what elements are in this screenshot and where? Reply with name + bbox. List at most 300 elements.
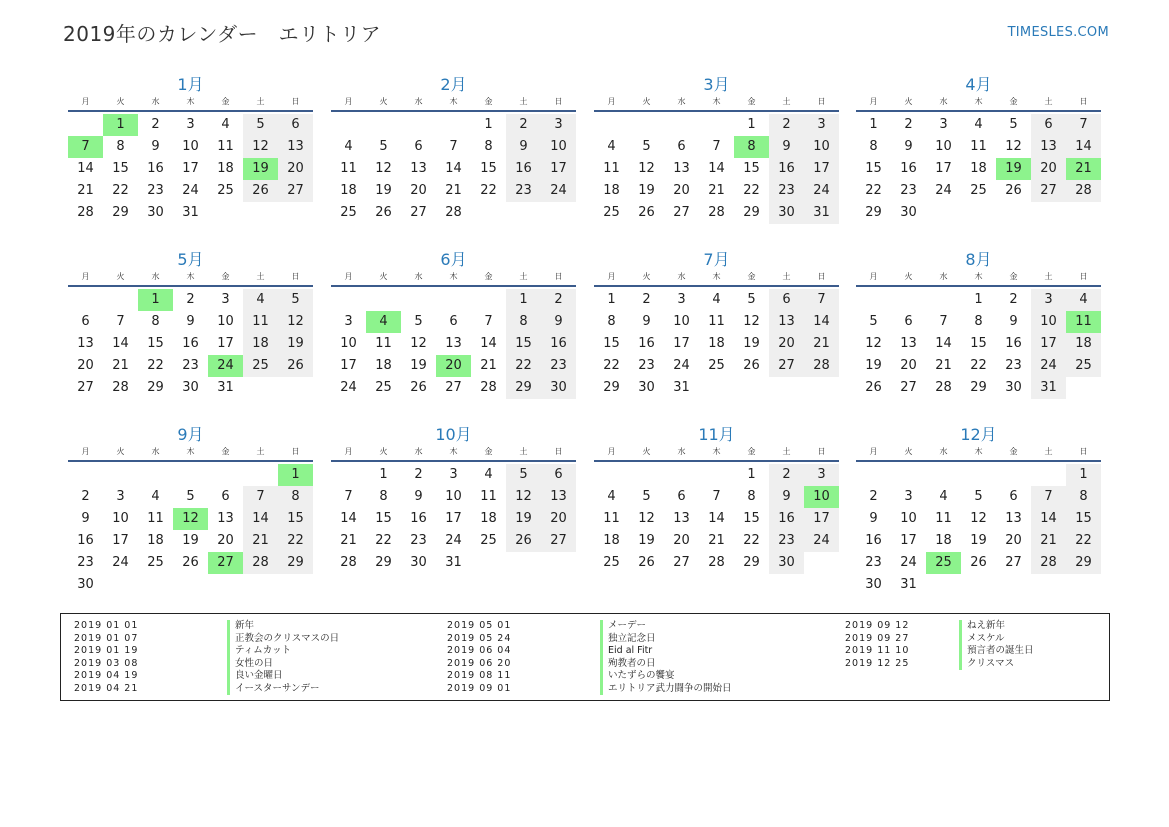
day-cell: 18 xyxy=(217,161,234,176)
holiday-name: メスケル xyxy=(959,633,1005,646)
days-grid xyxy=(68,289,313,399)
holiday-date: 2019 06 04 xyxy=(447,645,512,656)
weekday-label: 火 xyxy=(904,272,913,281)
day-cell: 2 xyxy=(769,464,804,486)
holiday-name: メーデー xyxy=(600,620,646,633)
day-cell: 29 xyxy=(112,205,129,220)
day-cell: 21 xyxy=(243,530,278,552)
day-cell: 21 xyxy=(935,358,952,373)
holiday-day-cell: 1 xyxy=(138,289,173,311)
day-cell: 12 xyxy=(1005,139,1022,154)
day-cell: 18 xyxy=(375,358,392,373)
day-cell: 10 xyxy=(673,314,690,329)
day-cell: 9 xyxy=(904,139,913,154)
day-cell: 30 xyxy=(147,205,164,220)
weekday-header xyxy=(68,96,313,112)
month-8 xyxy=(856,249,1101,399)
day-cell: 18 xyxy=(480,511,497,526)
month-name: 9月 xyxy=(177,425,204,444)
weekday-label: 火 xyxy=(642,97,651,106)
weekday-header xyxy=(331,96,576,112)
day-cell: 18 xyxy=(970,161,987,176)
day-cell: 27 xyxy=(1005,555,1022,570)
weekday-label: 水 xyxy=(677,97,686,106)
day-cell: 15 xyxy=(603,336,620,351)
day-cell: 19 xyxy=(506,508,541,530)
day-cell: 14 xyxy=(935,336,952,351)
weekday-label: 土 xyxy=(782,447,791,456)
weekday-label: 土 xyxy=(782,97,791,106)
holiday-entry xyxy=(61,633,1109,646)
day-cell: 24 xyxy=(935,183,952,198)
weekday-label: 火 xyxy=(379,97,388,106)
day-cell: 28 xyxy=(1066,180,1101,202)
day-cell: 27 xyxy=(673,205,690,220)
weekday-label: 金 xyxy=(1009,272,1018,281)
day-cell: 15 xyxy=(743,511,760,526)
weekday-label: 水 xyxy=(939,447,948,456)
day-cell: 1 xyxy=(974,292,983,307)
weekday-header xyxy=(594,271,839,287)
day-cell: 16 xyxy=(147,161,164,176)
day-cell: 20 xyxy=(673,183,690,198)
day-cell: 5 xyxy=(869,314,878,329)
holiday-entry xyxy=(61,658,1109,671)
empty-day-cell xyxy=(436,289,471,311)
day-cell: 24 xyxy=(804,180,839,202)
weekday-header xyxy=(856,96,1101,112)
holiday-date: 2019 05 24 xyxy=(447,632,512,644)
day-cell: 18 xyxy=(147,533,164,548)
day-cell: 14 xyxy=(445,161,462,176)
holiday-entry xyxy=(61,645,1109,658)
day-cell: 10 xyxy=(182,139,199,154)
day-cell: 9 xyxy=(769,136,804,158)
month-name: 11月 xyxy=(698,425,735,444)
day-cell: 26 xyxy=(970,555,987,570)
day-cell: 19 xyxy=(182,533,199,548)
holiday-date: 2019 09 27 xyxy=(845,632,910,644)
holiday-name: 新年 xyxy=(227,620,254,633)
day-cell: 16 xyxy=(506,158,541,180)
day-cell: 7 xyxy=(484,314,493,329)
weekday-label: 金 xyxy=(747,447,756,456)
weekday-label: 日 xyxy=(1079,97,1088,106)
days-grid xyxy=(856,289,1101,399)
holiday-day-cell: 1 xyxy=(278,464,313,486)
day-cell: 11 xyxy=(708,314,725,329)
day-cell: 30 xyxy=(410,555,427,570)
weekday-label: 木 xyxy=(449,272,458,281)
day-cell: 8 xyxy=(116,139,125,154)
day-cell: 23 xyxy=(410,533,427,548)
empty-day-cell xyxy=(926,464,961,486)
day-cell: 23 xyxy=(900,183,917,198)
day-cell: 1 xyxy=(747,467,756,482)
day-cell: 19 xyxy=(638,533,655,548)
day-cell: 8 xyxy=(747,489,756,504)
day-cell: 19 xyxy=(743,336,760,351)
empty-day-cell xyxy=(1031,464,1066,486)
day-cell: 9 xyxy=(541,311,576,333)
day-cell: 30 xyxy=(865,577,882,592)
day-cell: 5 xyxy=(974,489,983,504)
day-cell: 3 xyxy=(116,489,125,504)
holiday-name: 殉教者の日 xyxy=(600,658,656,671)
day-cell: 26 xyxy=(638,205,655,220)
day-cell: 7 xyxy=(939,314,948,329)
day-cell: 1 xyxy=(747,117,756,132)
day-cell: 28 xyxy=(243,552,278,574)
day-cell: 30 xyxy=(769,552,804,574)
day-cell: 7 xyxy=(243,486,278,508)
weekday-label: 日 xyxy=(817,97,826,106)
month-10 xyxy=(331,424,576,574)
day-cell: 17 xyxy=(445,511,462,526)
day-cell: 1 xyxy=(869,117,878,132)
month-name: 4月 xyxy=(965,75,992,94)
day-cell: 13 xyxy=(673,161,690,176)
day-cell: 27 xyxy=(410,205,427,220)
day-cell: 12 xyxy=(638,511,655,526)
day-cell: 27 xyxy=(769,355,804,377)
day-cell: 4 xyxy=(151,489,160,504)
day-cell: 6 xyxy=(769,289,804,311)
day-cell: 5 xyxy=(506,464,541,486)
day-cell: 20 xyxy=(541,508,576,530)
holiday-date: 2019 08 11 xyxy=(447,670,512,681)
day-cell: 10 xyxy=(445,489,462,504)
day-cell: 26 xyxy=(410,380,427,395)
empty-day-cell xyxy=(331,114,366,136)
day-cell: 14 xyxy=(480,336,497,351)
day-cell: 13 xyxy=(1031,136,1066,158)
day-cell: 15 xyxy=(375,511,392,526)
weekday-label: 日 xyxy=(554,272,563,281)
days-grid xyxy=(594,114,839,224)
weekday-label: 水 xyxy=(151,97,160,106)
day-cell: 21 xyxy=(804,333,839,355)
day-cell: 2 xyxy=(186,292,195,307)
day-cell: 16 xyxy=(182,336,199,351)
empty-day-cell xyxy=(331,289,366,311)
holiday-day-cell: 12 xyxy=(173,508,208,530)
holiday-date: 2019 12 25 xyxy=(845,657,910,669)
day-cell: 22 xyxy=(1066,530,1101,552)
day-cell: 8 xyxy=(151,314,160,329)
weekday-label: 木 xyxy=(449,447,458,456)
holiday-day-cell: 10 xyxy=(804,486,839,508)
day-cell: 21 xyxy=(480,358,497,373)
weekday-label: 金 xyxy=(1009,97,1018,106)
empty-day-cell xyxy=(366,289,401,311)
day-cell: 14 xyxy=(112,336,129,351)
weekday-label: 月 xyxy=(344,272,353,281)
holiday-name: 女性の日 xyxy=(227,658,273,671)
weekday-label: 水 xyxy=(414,97,423,106)
empty-day-cell xyxy=(471,289,506,311)
day-cell: 29 xyxy=(970,380,987,395)
day-cell: 11 xyxy=(480,489,497,504)
day-cell: 12 xyxy=(865,336,882,351)
day-cell: 15 xyxy=(278,508,313,530)
holiday-day-cell: 1 xyxy=(103,114,138,136)
days-grid xyxy=(68,464,313,596)
day-cell: 15 xyxy=(970,336,987,351)
day-cell: 8 xyxy=(379,489,388,504)
holiday-day-cell: 8 xyxy=(734,136,769,158)
day-cell: 28 xyxy=(480,380,497,395)
day-cell: 2 xyxy=(506,114,541,136)
day-cell: 20 xyxy=(278,158,313,180)
day-cell: 22 xyxy=(743,183,760,198)
day-cell: 26 xyxy=(278,355,313,377)
weekday-label: 日 xyxy=(554,447,563,456)
day-cell: 30 xyxy=(77,577,94,592)
day-cell: 2 xyxy=(1009,292,1018,307)
day-cell: 4 xyxy=(607,489,616,504)
day-cell: 25 xyxy=(243,355,278,377)
holiday-date: 2019 01 01 xyxy=(74,620,139,631)
holiday-entry xyxy=(61,683,1109,696)
day-cell: 20 xyxy=(769,333,804,355)
day-cell: 28 xyxy=(112,380,129,395)
day-cell: 10 xyxy=(340,336,357,351)
day-cell: 25 xyxy=(603,555,620,570)
days-grid xyxy=(594,289,839,399)
holiday-day-cell: 7 xyxy=(68,136,103,158)
weekday-label: 火 xyxy=(904,97,913,106)
day-cell: 19 xyxy=(865,358,882,373)
month-12 xyxy=(856,424,1101,596)
day-cell: 27 xyxy=(673,555,690,570)
day-cell: 12 xyxy=(638,161,655,176)
day-cell: 23 xyxy=(769,180,804,202)
weekday-label: 日 xyxy=(817,272,826,281)
day-cell: 7 xyxy=(712,139,721,154)
day-cell: 13 xyxy=(900,336,917,351)
days-grid xyxy=(856,114,1101,224)
holiday-date: 2019 04 21 xyxy=(74,682,139,694)
day-cell: 11 xyxy=(603,161,620,176)
empty-day-cell xyxy=(699,464,734,486)
day-cell: 12 xyxy=(506,486,541,508)
holiday-name: 正教会のクリスマスの日 xyxy=(227,633,339,646)
empty-day-cell xyxy=(68,464,103,486)
day-cell: 8 xyxy=(974,314,983,329)
day-cell: 5 xyxy=(278,289,313,311)
day-cell: 20 xyxy=(77,358,94,373)
day-cell: 23 xyxy=(506,180,541,202)
day-cell: 22 xyxy=(480,183,497,198)
day-cell: 23 xyxy=(147,183,164,198)
day-cell: 18 xyxy=(1066,333,1101,355)
day-cell: 17 xyxy=(804,508,839,530)
empty-day-cell xyxy=(856,464,891,486)
holiday-entry xyxy=(61,620,1109,633)
weekday-label: 水 xyxy=(151,272,160,281)
holiday-day-cell: 11 xyxy=(1066,311,1101,333)
empty-day-cell xyxy=(68,289,103,311)
day-cell: 17 xyxy=(935,161,952,176)
weekday-label: 火 xyxy=(116,272,125,281)
day-cell: 12 xyxy=(375,161,392,176)
day-cell: 12 xyxy=(970,511,987,526)
empty-day-cell xyxy=(699,114,734,136)
day-cell: 28 xyxy=(708,205,725,220)
holiday-name: ねえ新年 xyxy=(959,620,1005,633)
empty-day-cell xyxy=(243,464,278,486)
day-cell: 22 xyxy=(278,530,313,552)
day-cell: 4 xyxy=(344,139,353,154)
weekday-label: 火 xyxy=(116,97,125,106)
day-cell: 2 xyxy=(869,489,878,504)
day-cell: 28 xyxy=(77,205,94,220)
day-cell: 26 xyxy=(1005,183,1022,198)
day-cell: 22 xyxy=(147,358,164,373)
day-cell: 17 xyxy=(673,336,690,351)
day-cell: 29 xyxy=(743,555,760,570)
day-cell: 20 xyxy=(1005,533,1022,548)
month-name: 12月 xyxy=(960,425,997,444)
day-cell: 9 xyxy=(1009,314,1018,329)
holiday-date: 2019 04 19 xyxy=(74,670,139,681)
day-cell: 21 xyxy=(340,533,357,548)
weekday-label: 水 xyxy=(151,447,160,456)
day-cell: 23 xyxy=(769,530,804,552)
day-cell: 3 xyxy=(221,292,230,307)
weekday-label: 木 xyxy=(186,97,195,106)
day-cell: 19 xyxy=(278,333,313,355)
day-cell: 25 xyxy=(147,555,164,570)
day-cell: 23 xyxy=(541,355,576,377)
day-cell: 17 xyxy=(217,336,234,351)
day-cell: 1 xyxy=(1066,464,1101,486)
day-cell: 11 xyxy=(935,511,952,526)
day-cell: 11 xyxy=(217,139,234,154)
day-cell: 3 xyxy=(804,114,839,136)
month-7 xyxy=(594,249,839,399)
weekday-header xyxy=(68,271,313,287)
day-cell: 10 xyxy=(804,136,839,158)
weekday-label: 水 xyxy=(677,272,686,281)
day-cell: 30 xyxy=(900,205,917,220)
weekday-label: 月 xyxy=(607,97,616,106)
month-name: 8月 xyxy=(965,250,992,269)
day-cell: 2 xyxy=(151,117,160,132)
day-cell: 10 xyxy=(112,511,129,526)
empty-day-cell xyxy=(401,289,436,311)
weekday-label: 日 xyxy=(291,272,300,281)
day-cell: 25 xyxy=(217,183,234,198)
day-cell: 17 xyxy=(112,533,129,548)
day-cell: 2 xyxy=(642,292,651,307)
day-cell: 3 xyxy=(1031,289,1066,311)
day-cell: 12 xyxy=(743,314,760,329)
month-6 xyxy=(331,249,576,399)
holiday-date: 2019 01 19 xyxy=(74,645,139,656)
day-cell: 17 xyxy=(1031,333,1066,355)
month-name: 1月 xyxy=(177,75,204,94)
holiday-date: 2019 09 01 xyxy=(447,682,512,694)
day-cell: 8 xyxy=(607,314,616,329)
weekday-label: 月 xyxy=(869,97,878,106)
weekday-label: 土 xyxy=(1044,447,1053,456)
weekday-label: 木 xyxy=(974,272,983,281)
day-cell: 3 xyxy=(186,117,195,132)
day-cell: 1 xyxy=(607,292,616,307)
day-cell: 24 xyxy=(673,358,690,373)
days-grid xyxy=(856,464,1101,596)
holiday-day-cell: 4 xyxy=(366,311,401,333)
days-grid xyxy=(331,464,576,574)
day-cell: 22 xyxy=(865,183,882,198)
day-cell: 13 xyxy=(77,336,94,351)
day-cell: 28 xyxy=(445,205,462,220)
day-cell: 4 xyxy=(1066,289,1101,311)
day-cell: 4 xyxy=(712,292,721,307)
weekday-header xyxy=(594,96,839,112)
site-logo[interactable]: TIMESLES.COM xyxy=(1007,25,1109,40)
weekday-label: 土 xyxy=(782,272,791,281)
holiday-date: 2019 11 10 xyxy=(845,645,910,656)
weekday-label: 金 xyxy=(747,97,756,106)
day-cell: 11 xyxy=(603,511,620,526)
day-cell: 21 xyxy=(112,358,129,373)
day-cell: 30 xyxy=(769,202,804,224)
day-cell: 7 xyxy=(1066,114,1101,136)
day-cell: 3 xyxy=(939,117,948,132)
page-title: 2019年のカレンダー エリトリア xyxy=(63,22,382,46)
day-cell: 10 xyxy=(217,314,234,329)
weekday-header xyxy=(594,446,839,462)
weekday-header xyxy=(856,446,1101,462)
day-cell: 28 xyxy=(935,380,952,395)
day-cell: 8 xyxy=(484,139,493,154)
month-4 xyxy=(856,74,1101,224)
day-cell: 7 xyxy=(344,489,353,504)
day-cell: 25 xyxy=(480,533,497,548)
day-cell: 24 xyxy=(541,180,576,202)
day-cell: 10 xyxy=(1031,311,1066,333)
empty-day-cell xyxy=(138,464,173,486)
day-cell: 4 xyxy=(607,139,616,154)
day-cell: 3 xyxy=(344,314,353,329)
weekday-label: 日 xyxy=(817,447,826,456)
day-cell: 4 xyxy=(974,117,983,132)
empty-day-cell xyxy=(629,114,664,136)
day-cell: 25 xyxy=(970,183,987,198)
weekday-label: 火 xyxy=(379,272,388,281)
day-cell: 10 xyxy=(935,139,952,154)
empty-day-cell xyxy=(103,289,138,311)
day-cell: 19 xyxy=(410,358,427,373)
weekday-label: 金 xyxy=(747,272,756,281)
day-cell: 29 xyxy=(603,380,620,395)
holiday-day-cell: 19 xyxy=(243,158,278,180)
empty-day-cell xyxy=(103,464,138,486)
weekday-label: 金 xyxy=(1009,447,1018,456)
month-2 xyxy=(331,74,576,224)
holiday-name: Eid al Fitr xyxy=(600,645,652,658)
day-cell: 24 xyxy=(445,533,462,548)
holiday-day-cell: 20 xyxy=(436,355,471,377)
day-cell: 26 xyxy=(638,555,655,570)
day-cell: 11 xyxy=(243,311,278,333)
day-cell: 8 xyxy=(506,311,541,333)
weekday-label: 月 xyxy=(869,272,878,281)
day-cell: 22 xyxy=(970,358,987,373)
